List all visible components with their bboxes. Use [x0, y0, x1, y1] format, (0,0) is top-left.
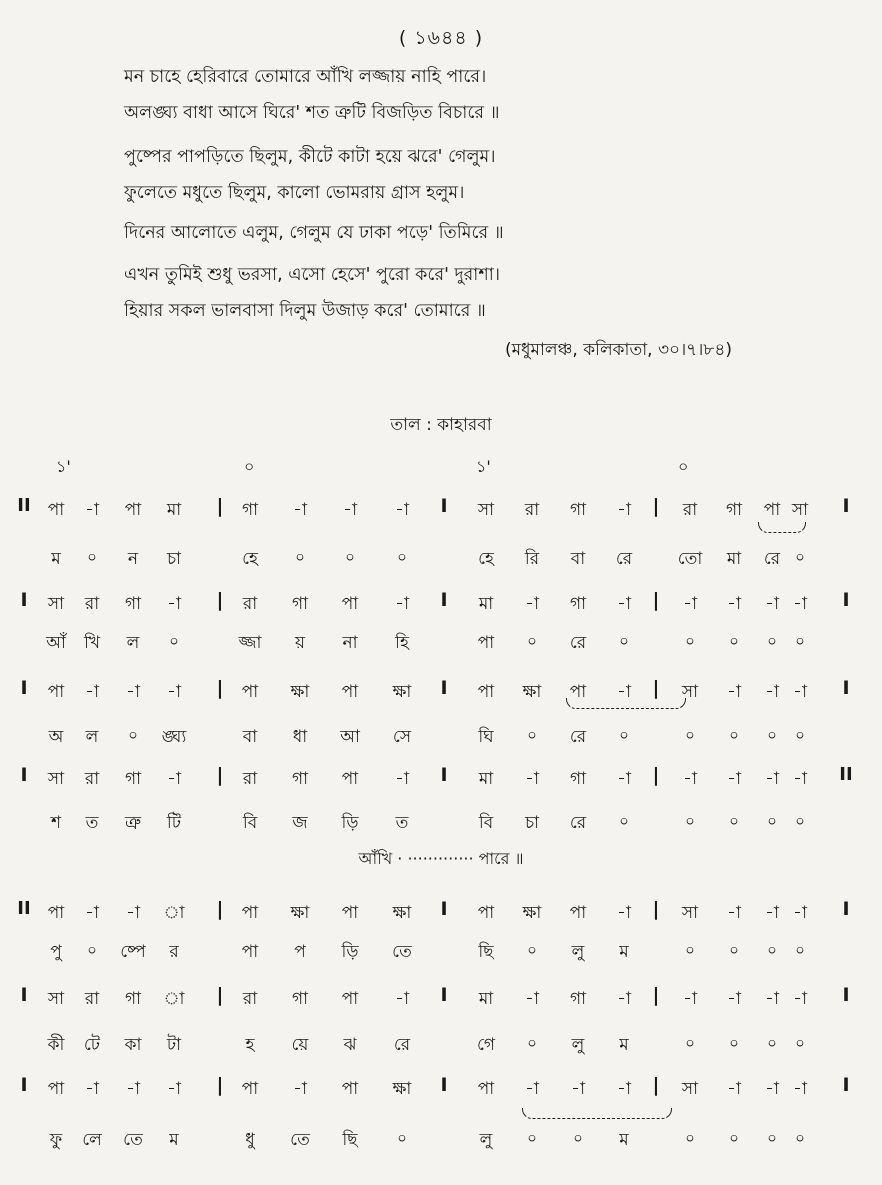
bar-line: I: [842, 1074, 850, 1096]
lyric-syllable: তে: [123, 1130, 143, 1150]
lyric-syllable: ল: [126, 633, 140, 653]
note: -া: [793, 1079, 807, 1099]
note: -া: [126, 903, 140, 923]
note: -া: [167, 682, 181, 702]
note: সা: [477, 500, 495, 520]
note: -া: [525, 1079, 539, 1099]
bar-line: I: [440, 984, 448, 1006]
lyric-syllable: ড়ি: [341, 942, 359, 962]
lyric-syllable: ০: [767, 1129, 777, 1147]
lyric-syllable: ০: [397, 1129, 407, 1147]
note: সা: [47, 594, 65, 614]
note: -া: [167, 1079, 181, 1099]
lyric-syllable: টে: [83, 1035, 101, 1055]
note: পা: [341, 903, 359, 923]
note: গা: [725, 500, 743, 520]
lyric-syllable: ম: [619, 942, 629, 962]
lyric-syllable: ঙ্ঘ্য: [161, 727, 187, 747]
lyric-syllable: বা: [570, 549, 586, 569]
refrain-line: আঁখি · ············· পারে ॥: [358, 849, 524, 868]
notation-row: [0, 766, 882, 796]
lyric-syllable: ০: [527, 726, 537, 744]
bar-line: I: [440, 764, 448, 786]
lyric-syllable: ০: [729, 1129, 739, 1147]
notation-row: [0, 679, 882, 709]
note: -া: [765, 682, 779, 702]
note: সা: [47, 769, 65, 789]
note: রা: [242, 594, 258, 614]
page-number: ( ১৬৪৪ ): [398, 27, 484, 49]
poem-line: মন চাহে হেরিবারে তোমারে আঁখি লজ্জায় নাহি পারে।: [124, 67, 487, 87]
lyric-syllable: ত: [395, 813, 409, 833]
lyric-syllable: ন: [127, 549, 139, 569]
note: পা: [569, 903, 587, 923]
lyric-syllable: রে: [569, 727, 587, 747]
lyric-syllable: রে: [569, 633, 587, 653]
bar-line: |: [216, 1074, 224, 1096]
lyric-syllable: প: [294, 942, 306, 962]
notation-row: [0, 497, 882, 527]
bar-line: |: [216, 984, 224, 1006]
lyric-syllable: ০: [729, 632, 739, 650]
lyric-syllable: ০: [795, 1129, 805, 1147]
note: -া: [727, 682, 741, 702]
note: ক্ষা: [290, 682, 310, 702]
lyric-syllable: ম: [619, 1035, 629, 1055]
lyric-syllable: ০: [767, 941, 777, 959]
lyric-syllable: রে: [569, 813, 587, 833]
lyric-syllable: তে: [290, 1130, 310, 1150]
note: গা: [241, 500, 259, 520]
note: া: [163, 903, 185, 923]
poem-line: অলঙ্ঘ্য বাধা আসে ঘিরে' শত ত্রুটি বিজড়িত বিচারে ॥: [124, 103, 500, 123]
bar-line: I: [20, 677, 28, 699]
lyric-syllable: জ্জা: [238, 633, 262, 653]
bar-line: I: [842, 495, 850, 517]
note: পা: [341, 682, 359, 702]
slur-mark: [566, 698, 686, 709]
note: -া: [727, 594, 741, 614]
note: -া: [167, 769, 181, 789]
tal-heading: তাল : কাহারবা: [390, 415, 492, 435]
lyric-syllable: জ: [292, 813, 308, 833]
note: -া: [126, 1079, 140, 1099]
lyric-syllable: ত্রু: [124, 813, 142, 833]
lyric-syllable: গে: [476, 1035, 496, 1055]
lyric-syllable: ০: [527, 941, 537, 959]
lyric-syllable: ছি: [478, 942, 494, 962]
note: -া: [793, 594, 807, 614]
bar-line: II: [17, 495, 31, 516]
note: -া: [765, 594, 779, 614]
note: ক্ষা: [392, 903, 412, 923]
lyric-syllable: ড়ি: [341, 813, 359, 833]
lyric-syllable: কী: [47, 1035, 65, 1055]
note: -া: [727, 769, 741, 789]
note: -া: [85, 1079, 99, 1099]
note: মা: [478, 989, 494, 1009]
note: -া: [683, 769, 697, 789]
lyric-syllable: ০: [795, 812, 805, 830]
bar-line: I: [20, 589, 28, 611]
note: -া: [765, 1079, 779, 1099]
note: মা: [166, 500, 182, 520]
note: -া: [617, 500, 631, 520]
lyric-syllable: শ: [50, 813, 62, 833]
lyric-syllable: টি: [166, 813, 182, 833]
note: -া: [395, 769, 409, 789]
bar-line: |: [652, 898, 660, 920]
beat-mark: ১': [56, 457, 71, 476]
lyric-syllable: অ: [48, 727, 64, 747]
lyric-syllable: ০: [527, 1034, 537, 1052]
poem-line: হিয়ার সকল ভালবাসা দিলুম উজাড় করে' তোমারে ॥: [124, 301, 486, 321]
note: পা: [341, 989, 359, 1009]
bar-line: |: [216, 495, 224, 517]
lyric-syllable: ষ্পে: [120, 942, 146, 962]
lyric-syllable: ০: [729, 812, 739, 830]
note: গা: [569, 989, 587, 1009]
note: পা: [477, 682, 495, 702]
note: পা: [47, 500, 65, 520]
note: -া: [683, 989, 697, 1009]
lyric-syllable: ছি: [342, 1130, 358, 1150]
lyric-syllable: য়: [294, 633, 305, 653]
bar-line: |: [216, 677, 224, 699]
lyric-syllable: ০: [527, 632, 537, 650]
notation-row: [0, 1076, 882, 1106]
lyric-syllable: পা: [241, 942, 259, 962]
lyric-syllable: না: [342, 633, 358, 653]
note: পা: [341, 1079, 359, 1099]
note: মা: [478, 769, 494, 789]
bar-line: I: [842, 898, 850, 920]
lyric-syllable: লে: [82, 1130, 102, 1150]
lyric-syllable: তে: [392, 942, 412, 962]
lyric-syllable: টা: [166, 1035, 182, 1055]
lyric-syllable: ০: [685, 1034, 695, 1052]
note: পা: [47, 682, 65, 702]
note: -া: [395, 989, 409, 1009]
note: -া: [617, 682, 631, 702]
note: পা: [477, 903, 495, 923]
lyric-syllable: ০: [128, 726, 138, 744]
note: ক্ষা: [522, 903, 542, 923]
note: গা: [124, 989, 142, 1009]
lyric-syllable: ০: [795, 726, 805, 744]
note: পা: [763, 500, 781, 520]
note: -া: [167, 594, 181, 614]
note: -া: [793, 903, 807, 923]
lyric-syllable: ০: [685, 1129, 695, 1147]
beat-mark: ০: [244, 457, 255, 476]
bar-line: |: [216, 764, 224, 786]
bar-line: |: [652, 984, 660, 1006]
lyric-syllable: রে: [393, 1035, 411, 1055]
lyric-syllable: য়ে: [291, 1035, 309, 1055]
bar-line: I: [440, 898, 448, 920]
note: গা: [124, 594, 142, 614]
lyric-syllable: ০: [729, 726, 739, 744]
lyric-syllable: ০: [795, 1034, 805, 1052]
note: -া: [525, 594, 539, 614]
lyric-syllable: ০: [795, 632, 805, 650]
lyric-syllable: ০: [619, 726, 629, 744]
lyric-syllable: ০: [685, 812, 695, 830]
lyric-syllable: র: [169, 942, 179, 962]
lyric-syllable: ০: [685, 941, 695, 959]
note: গা: [569, 594, 587, 614]
lyric-syllable: ০: [527, 1129, 537, 1147]
lyric-syllable: চা: [166, 549, 182, 569]
lyric-syllable: ০: [767, 632, 777, 650]
bar-line: |: [216, 589, 224, 611]
note: -া: [617, 903, 631, 923]
lyric-syllable: বি: [242, 813, 258, 833]
note: -া: [727, 1079, 741, 1099]
note: -া: [793, 989, 807, 1009]
lyric-syllable: বি: [478, 813, 494, 833]
lyric-syllable: ০: [767, 812, 777, 830]
note: -া: [85, 682, 99, 702]
note: -া: [525, 769, 539, 789]
bar-line: |: [652, 495, 660, 517]
lyric-syllable: ধু: [245, 1130, 255, 1150]
lyric-syllable: চা: [524, 813, 540, 833]
lyric-syllable: ০: [685, 632, 695, 650]
note: -া: [617, 769, 631, 789]
bar-line: I: [440, 589, 448, 611]
bar-line: I: [440, 677, 448, 699]
lyric-syllable: ধা: [292, 727, 308, 747]
lyric-syllable: সে: [392, 727, 412, 747]
lyric-row: [0, 630, 882, 660]
note: ক্ষা: [392, 1079, 412, 1099]
lyric-syllable: আ: [340, 727, 360, 747]
note: সা: [681, 1079, 699, 1099]
note: পা: [569, 682, 587, 702]
note: পা: [241, 682, 259, 702]
note: পা: [47, 1079, 65, 1099]
lyric-syllable: পা: [477, 633, 495, 653]
bar-line: |: [652, 1074, 660, 1096]
note: গা: [569, 500, 587, 520]
poem-line: এখন তুমিই শুধু ভরসা, এসো হেসে' পুরো করে' দুরাশা।: [124, 265, 501, 285]
note: পা: [241, 1079, 259, 1099]
bar-line: I: [842, 984, 850, 1006]
bar-line: I: [20, 1074, 28, 1096]
lyric-row: [0, 724, 882, 754]
lyric-syllable: মা: [726, 549, 742, 569]
lyric-syllable: ০: [795, 941, 805, 959]
note: গা: [124, 769, 142, 789]
lyric-syllable: আঁ: [46, 633, 66, 653]
source-citation: (মধুমালঞ্চ, কলিকাতা, ৩০।৭।৮৪): [504, 340, 732, 360]
lyric-row: [0, 810, 882, 840]
bar-line: I: [440, 495, 448, 517]
lyric-syllable: ০: [87, 548, 97, 566]
bar-line: I: [20, 764, 28, 786]
note: -া: [343, 500, 357, 520]
note: রা: [84, 989, 100, 1009]
note: -া: [765, 903, 779, 923]
notation-row: [0, 986, 882, 1016]
note: ক্ষা: [392, 682, 412, 702]
notation-row: [0, 900, 882, 930]
note: -া: [293, 500, 307, 520]
bar-line: I: [440, 1074, 448, 1096]
lyric-syllable: রি: [524, 549, 540, 569]
note: -া: [793, 769, 807, 789]
note: -া: [395, 594, 409, 614]
lyric-syllable: ল: [85, 727, 99, 747]
note: -া: [727, 903, 741, 923]
note: পা: [341, 594, 359, 614]
beat-mark: ০: [678, 457, 689, 476]
lyric-syllable: লু: [479, 1130, 493, 1150]
lyric-syllable: পু: [50, 942, 62, 962]
note: -া: [765, 989, 779, 1009]
note: পা: [241, 903, 259, 923]
lyric-syllable: ঘি: [478, 727, 494, 747]
lyric-syllable: হি: [395, 633, 409, 653]
lyric-syllable: ০: [397, 548, 407, 566]
beat-mark: ১': [476, 457, 491, 476]
note: -া: [617, 989, 631, 1009]
lyric-syllable: ফু: [49, 1130, 63, 1150]
lyric-syllable: কা: [124, 1035, 142, 1055]
lyric-syllable: ম: [169, 1130, 179, 1150]
lyric-syllable: তো: [677, 549, 703, 569]
lyric-row: [0, 939, 882, 969]
note: মা: [478, 594, 494, 614]
note: -া: [395, 500, 409, 520]
lyric-syllable: ০: [685, 726, 695, 744]
note: সা: [47, 989, 65, 1009]
note: সা: [681, 682, 699, 702]
lyric-syllable: ০: [729, 941, 739, 959]
poem-line: ফুলেতে মধুতে ছিলুম, কালো ভোমরায় গ্রাস হলুম।: [124, 183, 465, 203]
lyric-syllable: ম: [51, 549, 61, 569]
note: া: [163, 989, 185, 1009]
note: পা: [477, 1079, 495, 1099]
note: পা: [341, 769, 359, 789]
note: -া: [683, 594, 697, 614]
lyric-syllable: ০: [169, 632, 179, 650]
poem-line: পুষ্পের পাপড়িতে ছিলুম, কীটে কাটা হয়ে ঝরে' গেলুম।: [124, 147, 496, 167]
poem-line: দিনের আলোতে এলুম, গেলুম যে ঢাকা পড়ে' তিমিরে ॥: [124, 223, 504, 243]
note: সা: [681, 903, 699, 923]
lyric-syllable: ০: [619, 632, 629, 650]
lyric-row: [0, 546, 882, 576]
note: পা: [124, 500, 142, 520]
bar-line: |: [652, 677, 660, 699]
lyric-syllable: ০: [767, 726, 777, 744]
note: -া: [617, 1079, 631, 1099]
lyric-syllable: ০: [619, 812, 629, 830]
bar-line: I: [842, 677, 850, 699]
note: -া: [793, 682, 807, 702]
note: -া: [126, 682, 140, 702]
lyric-row: [0, 1032, 882, 1062]
lyric-syllable: বা: [242, 727, 258, 747]
note: গা: [291, 989, 309, 1009]
note: রা: [682, 500, 698, 520]
bar-line: II: [17, 898, 31, 919]
note: -া: [727, 989, 741, 1009]
lyric-syllable: ঝ: [343, 1035, 357, 1055]
note: রা: [524, 500, 540, 520]
note: -া: [571, 1079, 585, 1099]
note: -া: [293, 1079, 307, 1099]
lyric-syllable: ০: [345, 548, 355, 566]
note: গা: [569, 769, 587, 789]
note: গা: [291, 594, 309, 614]
note: ক্ষা: [290, 903, 310, 923]
lyric-syllable: ০: [295, 548, 305, 566]
lyric-syllable: ০: [795, 548, 805, 566]
lyric-syllable: রে: [615, 549, 633, 569]
slur-mark: [758, 522, 806, 533]
note: -া: [85, 500, 99, 520]
note: -া: [85, 903, 99, 923]
bar-line: |: [652, 764, 660, 786]
bar-line: II: [839, 764, 853, 785]
lyric-syllable: ত: [85, 813, 99, 833]
note: রা: [242, 989, 258, 1009]
lyric-syllable: ০: [767, 1034, 777, 1052]
note: ক্ষা: [522, 682, 542, 702]
note: -া: [617, 594, 631, 614]
lyric-syllable: ম: [619, 1130, 629, 1150]
bar-line: I: [842, 589, 850, 611]
lyric-syllable: ০: [729, 1034, 739, 1052]
lyric-syllable: ০: [573, 1129, 583, 1147]
note: -া: [525, 989, 539, 1009]
note: রা: [84, 594, 100, 614]
note: গা: [291, 769, 309, 789]
bar-line: |: [652, 589, 660, 611]
lyric-syllable: ০: [87, 941, 97, 959]
lyric-row: [0, 1127, 882, 1157]
note: -া: [765, 769, 779, 789]
slur-mark: [522, 1108, 672, 1119]
note: রা: [84, 769, 100, 789]
bar-line: I: [20, 984, 28, 1006]
lyric-syllable: লু: [571, 942, 585, 962]
lyric-syllable: হে: [242, 549, 258, 569]
notation-row: [0, 591, 882, 621]
note: পা: [47, 903, 65, 923]
lyric-syllable: হে: [478, 549, 494, 569]
note: সা: [791, 500, 809, 520]
lyric-syllable: রে: [763, 549, 781, 569]
lyric-syllable: খি: [83, 633, 101, 653]
lyric-syllable: লু: [571, 1035, 585, 1055]
note: রা: [242, 769, 258, 789]
bar-line: |: [216, 898, 224, 920]
lyric-syllable: হ: [245, 1035, 255, 1055]
